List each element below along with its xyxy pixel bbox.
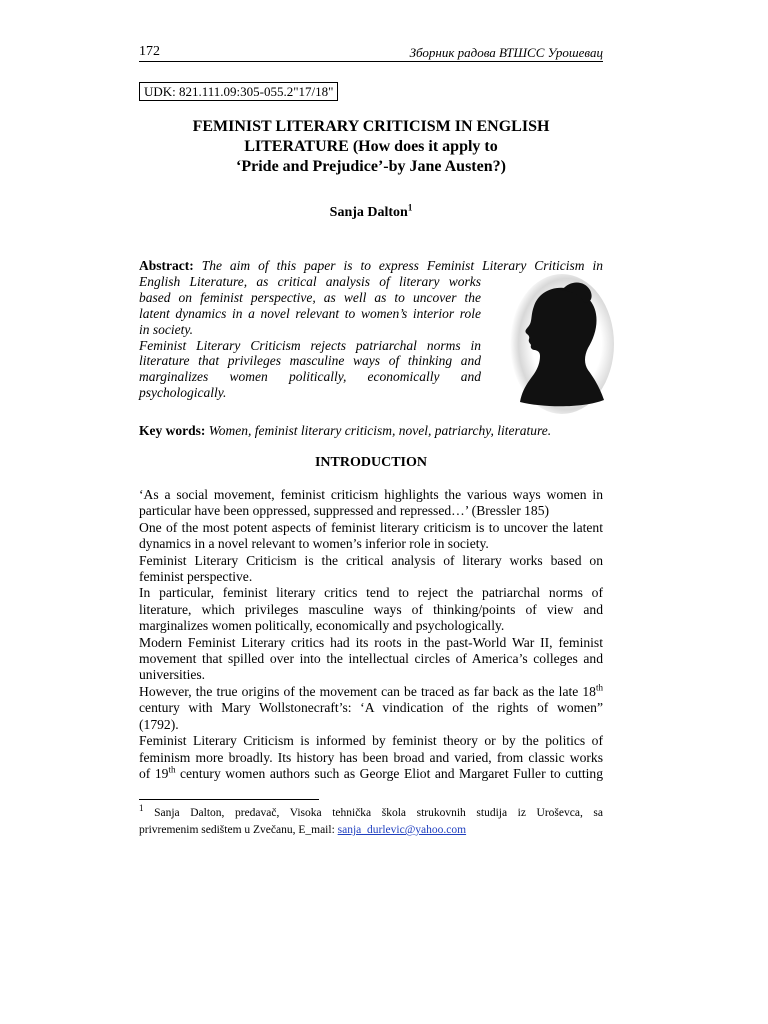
abstract-line: psychologically. <box>139 385 227 401</box>
title-line: LITERATURE (How does it apply to <box>244 138 498 155</box>
body-line: One of the most potent aspects of feminist literary criticism is to uncover the latent <box>139 519 603 535</box>
author-text: Sanja Dalton <box>329 205 408 220</box>
body-line: In particular, feminist literary critics tend to reject the patriarchal norms of <box>139 585 603 601</box>
abstract-line: literature that privileges masculine ways of thinking and <box>139 353 481 369</box>
footnote-line <box>139 805 603 822</box>
section-heading: INTRODUCTION <box>314 455 427 470</box>
body-line-text: century women authors such as George Eliot and Margaret Fuller to cutting <box>175 765 603 781</box>
body-line <box>139 766 603 782</box>
body-line: (1792). <box>139 716 179 732</box>
body-line: marginalizes women politically, economically and psychologically. <box>139 618 505 634</box>
body-text <box>139 487 603 782</box>
body-line-text: of 19 <box>139 765 169 781</box>
body-line: feminism more broadly. Its history has been broad and varied, from classic works <box>139 749 603 765</box>
abstract-line: English Literature, as critical analysis of literary works <box>139 273 481 289</box>
body-line <box>139 684 603 700</box>
body-line: Modern Feminist Literary critics had its roots in the past-World War II, feminist <box>139 634 603 650</box>
abstract-line: Feminist Literary Criticism rejects patriarchal norms in <box>139 337 481 353</box>
abstract-label: Abstract: <box>139 258 194 273</box>
udk-code: UDK: 821.111.09:305-055.2"17/18" <box>139 82 338 101</box>
keywords <box>139 423 603 439</box>
body-line: movement that spilled over into the intellectual circles of America’s colleges and <box>139 651 603 667</box>
body-line: dynamics in a novel relevant to women’s inferior role in society. <box>139 536 489 552</box>
page-number: 172 <box>139 44 160 59</box>
body-line: universities. <box>139 667 206 683</box>
body-line: century with Mary Wollstonecraft’s: ‘A vindication of the rights of women” <box>139 700 603 716</box>
abstract-line: based on feminist perspective, as well as to uncover the <box>139 289 481 305</box>
body-line: Feminist Literary Criticism is informed by feminist theory or by the politics of <box>139 733 603 749</box>
author-footnote-mark: 1 <box>407 202 413 213</box>
superscript: th <box>168 764 176 775</box>
abstract-line: marginalizes women politically, economically and <box>139 369 481 385</box>
woman-silhouette-image <box>504 270 614 420</box>
journal-title: Зборник радова ВТШСС Урошевац <box>409 45 603 60</box>
title-line: ‘Pride and Prejudice’-by Jane Austen?) <box>236 158 506 175</box>
body-line: Feminist Literary Criticism is the critical analysis of literary works based on <box>139 552 603 568</box>
footnote-text: Sanja Dalton, predavač, Visoka tehnička škola strukovnih studija iz Uroševca, sa <box>143 807 603 819</box>
body-line: ‘As a social movement, feminist criticism highlights the various ways women in <box>139 487 603 502</box>
footnote-mark: 1 <box>139 803 144 814</box>
body-line-text: However, the true origins of the movement can be traced as far back as the late 18 <box>139 683 596 699</box>
paper-title <box>139 117 603 177</box>
keywords-text: Women, feminist literary criticism, novel, patriarchy, literature. <box>205 423 552 438</box>
author-name <box>139 202 603 221</box>
body-line: particular have been oppressed, suppressed and repressed…’ (Bressler 185) <box>139 503 550 519</box>
footnote-text: privremenim sedištem u Zvečanu, E_mail: <box>139 824 338 836</box>
abstract-line: in society. <box>139 321 193 337</box>
abstract-line: latent dynamics in a novel relevant to women’s interior role <box>139 305 481 321</box>
footnote-line <box>139 822 603 839</box>
email-link[interactable]: sanja_durlevic@yahoo.com <box>337 824 467 836</box>
title-line: FEMINIST LITERARY CRITICISM IN ENGLISH <box>192 118 550 135</box>
footnote <box>139 805 603 839</box>
footnote-rule <box>139 799 319 800</box>
keywords-label: Key words: <box>139 423 206 438</box>
superscript: th <box>595 682 603 693</box>
body-line: feminist perspective. <box>139 569 253 585</box>
abstract-text: The aim of this paper is to express Feminist Literary Criticism in <box>193 258 603 273</box>
body-line: literature, which privileges masculine ways of thinking/points of view and <box>139 601 603 617</box>
page-header <box>139 43 603 62</box>
